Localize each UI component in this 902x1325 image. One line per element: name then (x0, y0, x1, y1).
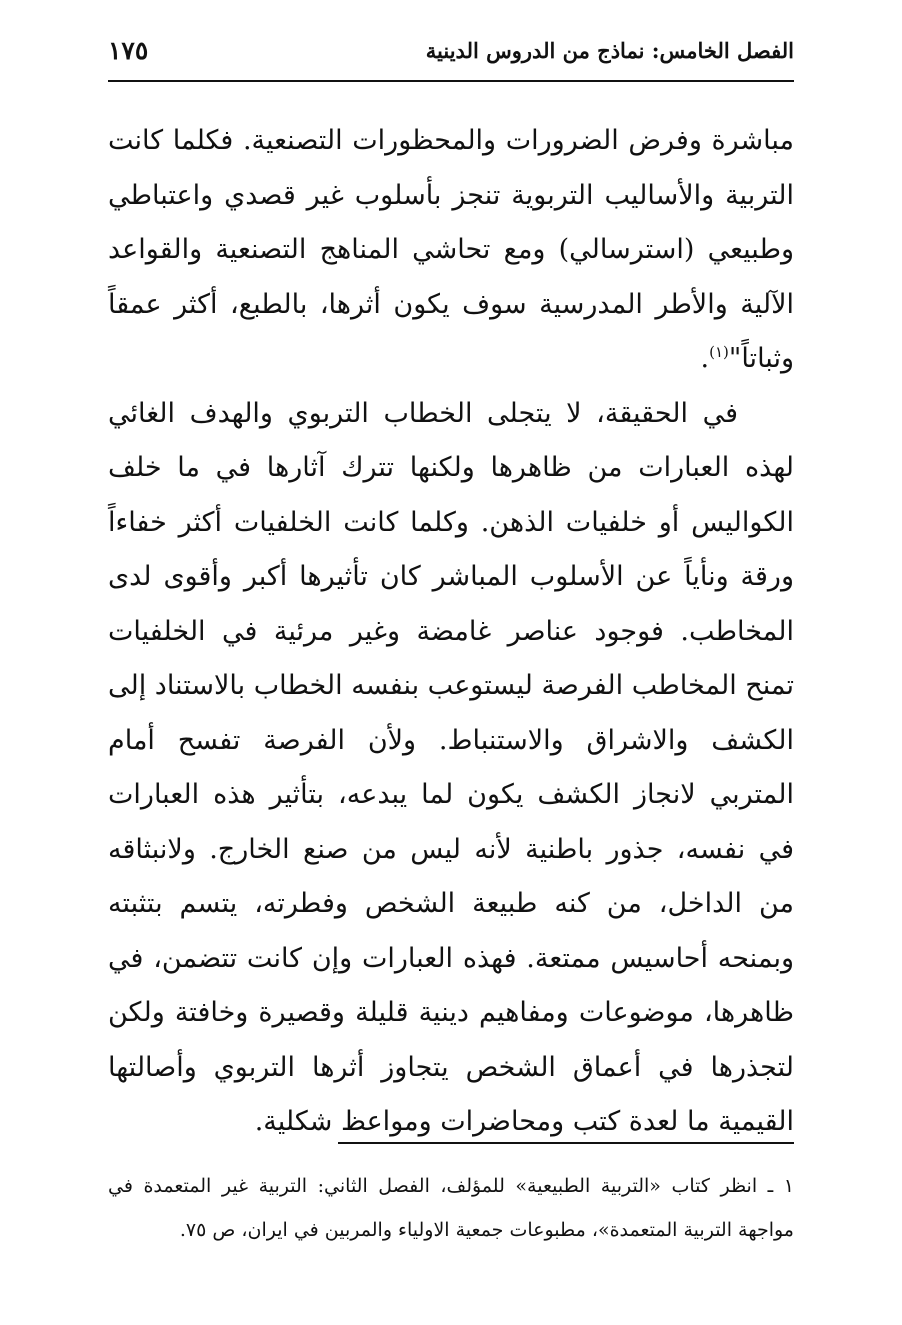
main-text (108, 114, 794, 1150)
footnote: ١ ـ انظر كتاب «التربية الطبيعية» للمؤلف، الفصل الثاني: التربية غير المتعمدة في مواجهة التربية المتعمدة»، مطبوعات جمعية الاولياء والمربين في ايران، ص ٧٥. (108, 1175, 794, 1241)
footnote-divider (338, 1142, 794, 1144)
footnote-reference: (١) (709, 343, 729, 361)
paragraph (108, 114, 794, 387)
paragraph-end-punctuation: . (700, 343, 710, 374)
footnotes (108, 1164, 794, 1252)
page-number: ١٧٥ (108, 36, 149, 65)
page-header (108, 36, 794, 82)
paragraph: في الحقيقة، لا يتجلى الخطاب التربوي والهدف الغائي لهذه العبارات من ظاهرها ولكنها تترك آثارها في ما خلف الكواليس أو خلفيات الذهن. وكلما كانت الخلفيات أكثر خفاءاً ورقة ونأياً عن الأسلوب المباشر كان تأثيرها أكبر وأقوى لدى المخاطب. فوجود عناصر غامضة وغير مرئية في الخلفيات تمنح المخاطب الفرصة ليستوعب بنفسه الخطاب بالاستناد إلى الكشف والاشراق والاستنباط. ولأن الفرصة تفسح أمام المتربي لانجاز الكشف يكون لما يبدعه، بتأثير هذه العبارات في نفسه، جذور باطنية لأنه ليس من صنع الخارج. ولانبثاقه من الداخل، من كنه طبيعة الشخص وفطرته، يتسم بتثبته وبمنحه أحاسيس ممتعة. فهذه العبارات وإن كانت تتضمن، في ظاهرها، موضوعات ومفاهيم دينية قليلة وقصيرة وخافتة ولكن لتجذرها في أعماق الشخص يتجاوز أثرها التربوي وأصالتها القيمية ما لعدة كتب ومحاضرات ومواعظ شكلية. (107, 397, 794, 1137)
paragraph-text: مباشرة وفرض الضرورات والمحظورات التصنعية. فكلما كانت التربية والأساليب التربوية تنجز بأسلوب غير قصدي واعتباطي وطبيعي (استرسالي) ومع تحاشي المناهج التصنعية والقواعد الآلية والأطر المدرسية سوف يكون أثرها، بالطبع، أكثر عمقاً وثباتاً" (108, 125, 794, 374)
running-title: الفصل الخامس: نماذج من الدروس الدينية (425, 38, 794, 63)
